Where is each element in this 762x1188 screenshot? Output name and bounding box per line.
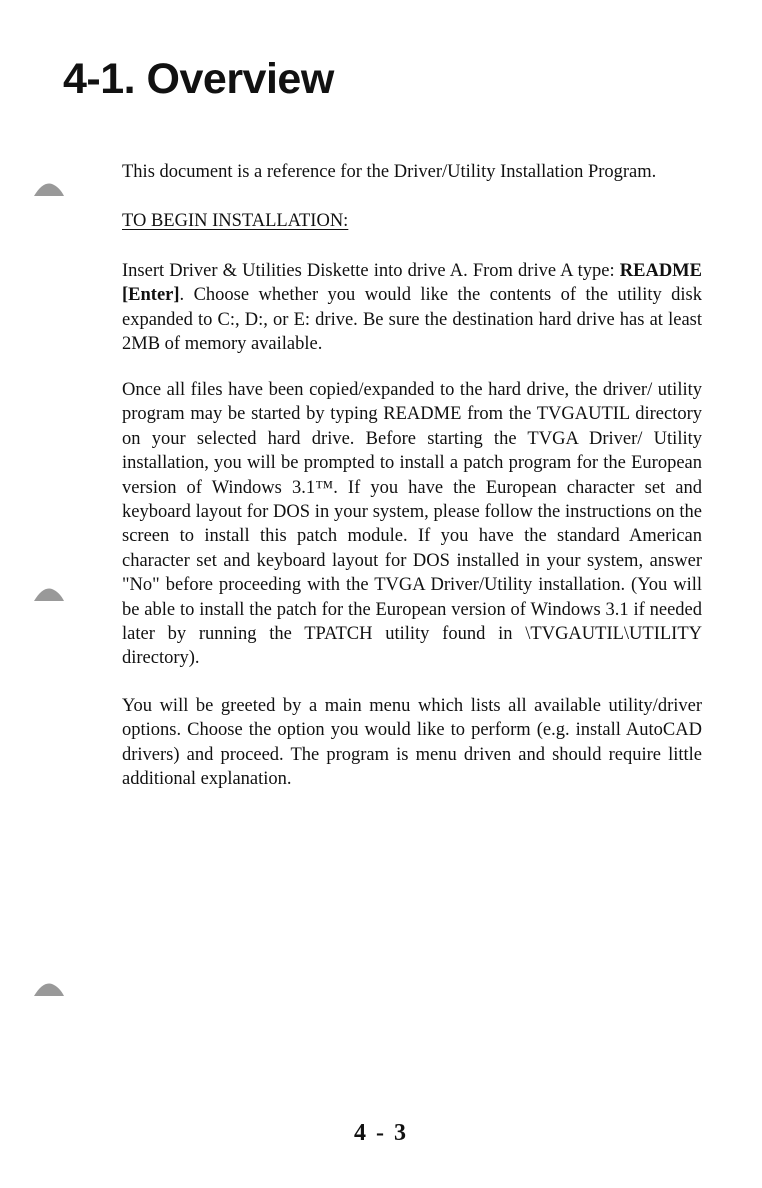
binder-hole-mark-icon [32, 585, 66, 603]
main-menu-paragraph: You will be greeted by a main menu which lists all available utility/driver options. Choose the option you would like to perform (e.g. install AutoCAD drivers) and proceed. The program is menu driven and should require little additional explanation. [122, 696, 702, 790]
intro-paragraph: This document is a reference for the Driver/Utility Installation Program. [122, 162, 657, 182]
binder-hole-mark-icon [32, 180, 66, 198]
install-steps-lead: Insert Driver & Utilities Diskette into drive A. From drive A type: [122, 261, 620, 281]
install-steps-paragraph [122, 259, 702, 357]
install-steps-rest: . Choose whether you would like the contents of the utility disk expanded to C:, D:, or E: drive. Be sure the destination hard drive has at least 2MB of memory available. [122, 285, 702, 355]
binder-hole-mark-icon [32, 980, 66, 998]
installation-subheading: TO BEGIN INSTALLATION: [122, 211, 349, 231]
driver-utility-paragraph: Once all files have been copied/expanded to the hard drive, the driver/ utility program may be started by typing README from the TVGAUTIL directory on your selected hard drive. Before starting the TVGA Driver/ Utility installation, you will be prompted to install a patch program for the European version of Windows 3.1™. If you have the European character set and keyboard layout for DOS in your system, please follow the instructions on the screen to install this patch module. If you have the standard American character set and keyboard layout for DOS installed in your system, answer "No" before proceeding with the TVGA Driver/Utility installation. (You will be able to install the patch for the European version of Windows 3.1 if needed later by running the TPATCH utility found in \TVGAUTIL\UTILITY directory). [122, 380, 702, 669]
page-number: 4 - 3 [354, 1120, 408, 1146]
readme-command: README [Enter] [122, 261, 702, 306]
section-heading: 4-1. Overview [63, 55, 334, 103]
